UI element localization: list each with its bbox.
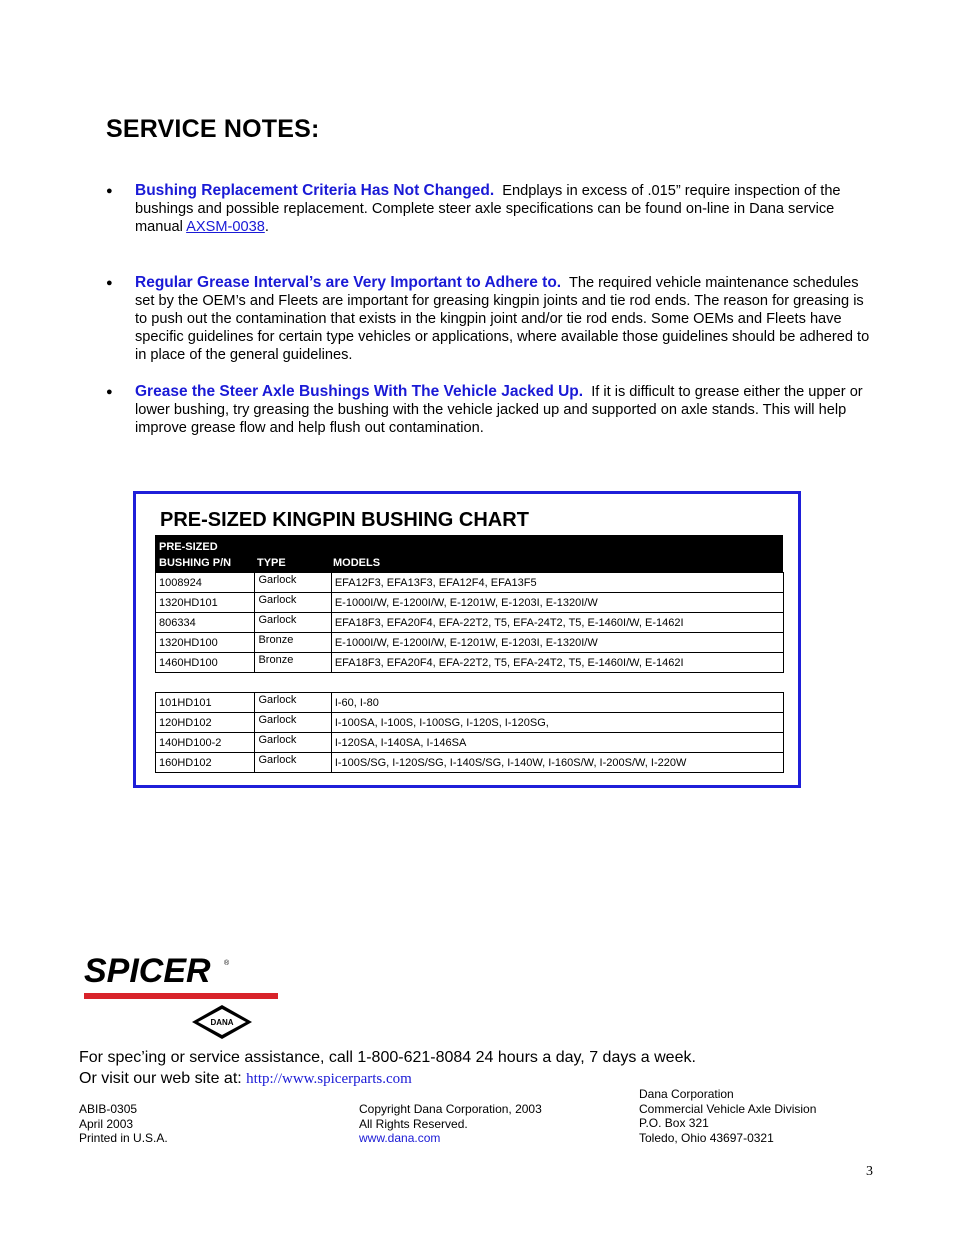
table-row xyxy=(156,573,784,593)
models-cell: I-120SA, I-140SA, I-146SA xyxy=(331,733,783,753)
table-row xyxy=(156,633,784,653)
red-bar xyxy=(84,993,278,999)
doc-date: April 2003 xyxy=(79,1116,134,1131)
models-cell: EFA12F3, EFA13F3, EFA12F4, EFA13F5 xyxy=(331,573,783,593)
bushing-pn-cell: 140HD100-2 xyxy=(156,733,255,753)
chart-header xyxy=(155,535,783,572)
bullet-icon: ● xyxy=(106,185,113,197)
bushing-type-cell: Garlock xyxy=(255,593,331,613)
table-row xyxy=(156,753,784,773)
header-models: MODELS xyxy=(333,557,381,569)
service-note-3 xyxy=(106,383,876,437)
table-row xyxy=(156,733,784,753)
table-row xyxy=(156,693,784,713)
models-cell: I-100S/SG, I-120S/SG, I-140S/SG, I-140W, I-160S/W, I-200S/W, I-220W xyxy=(331,753,783,773)
bushing-type-cell: Garlock xyxy=(255,713,331,733)
note-text: Endplays in excess of .015” require inspection of the bushings and possible replacement. Complete steer axle specifications can be found on-line in Dana service manual xyxy=(135,183,841,235)
city-zip: Toledo, Ohio 43697-0321 xyxy=(639,1130,774,1145)
bushing-pn-cell: 1460HD100 xyxy=(156,653,255,673)
bushing-type-cell: Garlock xyxy=(255,733,331,753)
table-row xyxy=(156,713,784,733)
bushing-table-group-2 xyxy=(155,692,784,773)
bushing-pn-cell: 1320HD100 xyxy=(156,633,255,653)
bushing-type-cell: Garlock xyxy=(255,693,331,713)
bushing-table-group-1 xyxy=(155,572,784,673)
note-heading: Grease the Steer Axle Bushings With The Vehicle Jacked Up. xyxy=(135,383,584,400)
bushing-type-cell: Bronze xyxy=(255,653,331,673)
contact-web-prefix: Or visit our web site at: xyxy=(79,1070,247,1087)
bushing-pn-cell: 806334 xyxy=(156,613,255,633)
table-row xyxy=(156,653,784,673)
models-cell: I-100SA, I-100S, I-100SG, I-120S, I-120SG, xyxy=(331,713,783,733)
contact-phone-line: For spec’ing or service assistance, call 1-800-621-8084 24 hours a day, 7 days a week. xyxy=(79,1049,696,1066)
bushing-pn-cell: 101HD101 xyxy=(156,693,255,713)
footer-left xyxy=(79,1102,168,1146)
models-cell: EFA18F3, EFA20F4, EFA-22T2, T5, EFA-24T2, T5, E-1460I/W, E-1462I xyxy=(331,653,783,673)
printed-in: Printed in U.S.A. xyxy=(79,1131,168,1145)
bushing-pn-cell: 1008924 xyxy=(156,573,255,593)
note-text: The required vehicle maintenance schedules set by the OEM’s and Fleets are important for greasing kingpin joints and tie rod ends. The reason for greasing is to push out the contamination that exists in the kingpin joint and/or tie rod ends. Some OEMs and Fleets have specific guidelines for certain type vehicles or applications, where available those guidelines should be adhered to in place of the general guidelines. xyxy=(135,275,870,363)
note-heading: Regular Grease Interval’s are Very Important to Adhere to. xyxy=(135,274,562,291)
bullet-icon: ● xyxy=(106,386,113,398)
bushing-pn-cell: 1320HD101 xyxy=(156,593,255,613)
bushing-pn-cell: 120HD102 xyxy=(156,713,255,733)
models-cell: I-60, I-80 xyxy=(331,693,783,713)
header-pn-line1: PRE-SIZED xyxy=(159,541,218,553)
page-title: SERVICE NOTES: xyxy=(106,115,320,143)
registered-mark: ® xyxy=(224,960,230,967)
bushing-type-cell: Garlock xyxy=(255,753,331,773)
dana-link[interactable]: www.dana.com xyxy=(359,1131,441,1145)
header-type: TYPE xyxy=(257,557,286,569)
models-cell: E-1000I/W, E-1200I/W, E-1201W, E-1203I, E-1320I/W xyxy=(331,593,783,613)
dana-wordmark: DANA xyxy=(210,1018,234,1027)
contact-info xyxy=(79,1047,696,1090)
table-row xyxy=(156,613,784,633)
footer-center xyxy=(359,1102,542,1146)
bullet-icon: ● xyxy=(106,277,113,289)
po-box: P.O. Box 321 xyxy=(639,1116,709,1130)
bushing-type-cell: Garlock xyxy=(255,573,331,593)
models-cell: E-1000I/W, E-1200I/W, E-1201W, E-1203I, E-1320I/W xyxy=(331,633,783,653)
chart-title: PRE-SIZED KINGPIN BUSHING CHART xyxy=(160,509,529,531)
bushing-type-cell: Garlock xyxy=(255,613,331,633)
spicerparts-link[interactable]: http://www.spicerparts.com xyxy=(246,1071,412,1087)
bushing-type-cell: Bronze xyxy=(255,633,331,653)
bushing-pn-cell: 160HD102 xyxy=(156,753,255,773)
note-text-end: . xyxy=(264,219,269,235)
company-name: Dana Corporation xyxy=(639,1087,734,1101)
page-number: 3 xyxy=(866,1164,873,1179)
axsm-0038-link[interactable]: AXSM-0038 xyxy=(186,219,265,235)
footer-right xyxy=(639,1087,816,1145)
division: Commercial Vehicle Axle Division xyxy=(639,1101,817,1116)
copyright: Copyright Dana Corporation, 2003 xyxy=(359,1102,542,1116)
service-note-1 xyxy=(106,182,876,236)
doc-code: ABIB-0305 xyxy=(79,1102,138,1116)
note-heading: Bushing Replacement Criteria Has Not Changed. xyxy=(135,182,495,199)
spicer-wordmark: SPICER xyxy=(84,952,211,990)
rights: All Rights Reserved. xyxy=(359,1116,468,1131)
service-note-2 xyxy=(106,274,876,364)
spicer-dana-logo xyxy=(84,950,284,1040)
models-cell: EFA18F3, EFA20F4, EFA-22T2, T5, EFA-24T2, T5, E-1460I/W, E-1462I xyxy=(331,613,783,633)
note-text: If it is difficult to grease either the upper or lower bushing, try greasing the bushing with the vehicle jacked up and supported on axle stands. This will help improve grease flow and help flush out contamination. xyxy=(135,384,863,436)
table-row xyxy=(156,593,784,613)
header-pn-line2: BUSHING P/N xyxy=(159,557,232,569)
